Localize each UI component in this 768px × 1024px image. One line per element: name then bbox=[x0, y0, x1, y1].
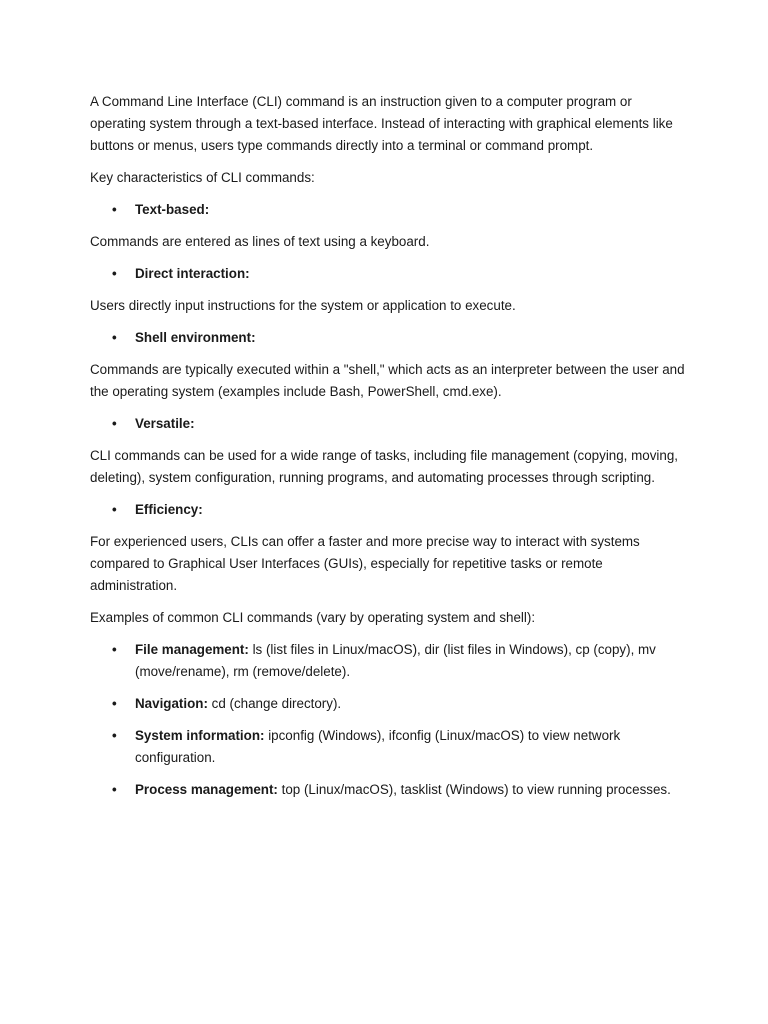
characteristic-description-text-based: Commands are entered as lines of text using a keyboard. bbox=[90, 234, 430, 249]
characteristic-description-versatile: CLI commands can be used for a wide range of tasks, including file management (copying, moving, deleting), system configuration, running programs, and automating processes through scripting. bbox=[90, 448, 679, 485]
example-text-navigation: cd (change directory). bbox=[207, 696, 342, 711]
example-title-process-management: Process management: bbox=[135, 782, 278, 797]
characteristic-bullet-direct-interaction: • Direct interaction: bbox=[90, 263, 690, 285]
example-text-file-management: ls (list files in Linux/macOS), dir (list files in Windows), cp (copy), mv (move/rename), rm (remove/delete). bbox=[135, 642, 656, 679]
example-bullet-navigation bbox=[90, 693, 690, 715]
example-text-process-management: top (Linux/macOS), tasklist (Windows) to view running processes. bbox=[277, 782, 671, 797]
intro-paragraph: A Command Line Interface (CLI) command is an instruction given to a computer program or operating system through a text-based interface. Instead of interacting with graphical elements like buttons or menus, users type commands directly into a terminal or command prompt. bbox=[90, 94, 673, 153]
example-title-system-information: System information: bbox=[135, 728, 265, 743]
example-bullet-system-information bbox=[90, 725, 690, 769]
example-text-system-information: ipconfig (Windows), ifconfig (Linux/macOS) to view network configuration. bbox=[135, 728, 621, 765]
characteristic-bullet-versatile: • Versatile: bbox=[90, 413, 690, 435]
characteristics-heading: Key characteristics of CLI commands: bbox=[90, 170, 315, 185]
example-bullet-process-management bbox=[90, 779, 690, 801]
characteristic-bullet-shell-environment: • Shell environment: bbox=[90, 327, 690, 349]
characteristic-description-efficiency: For experienced users, CLIs can offer a faster and more precise way to interact with systems compared to Graphical User Interfaces (GUIs), especially for repetitive tasks or remote administration. bbox=[90, 534, 640, 593]
example-bullet-file-management bbox=[90, 639, 690, 683]
characteristic-bullet-text-based: • Text-based: bbox=[90, 199, 690, 221]
characteristic-bullet-efficiency: • Efficiency: bbox=[90, 499, 690, 521]
characteristic-description-direct-interaction: Users directly input instructions for the system or application to execute. bbox=[90, 298, 516, 313]
example-title-file-management: File management: bbox=[135, 642, 249, 657]
document-page bbox=[90, 91, 690, 811]
example-title-navigation: Navigation: bbox=[135, 696, 208, 711]
characteristic-description-shell-environment: Commands are typically executed within a "shell," which acts as an interpreter between the user and the operating system (examples include Bash, PowerShell, cmd.exe). bbox=[90, 362, 685, 399]
examples-heading: Examples of common CLI commands (vary by operating system and shell): bbox=[90, 610, 536, 625]
